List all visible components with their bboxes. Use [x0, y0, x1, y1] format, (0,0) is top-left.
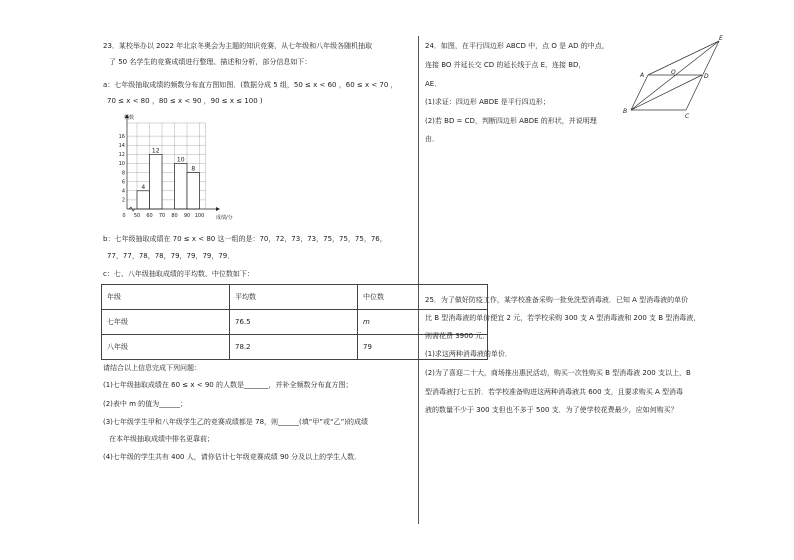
point-label-E: E	[719, 35, 723, 42]
x-axis-arrow	[216, 207, 220, 211]
q24-line3: AE．	[425, 80, 442, 88]
q23-sub3-line1: (3)七年级学生甲和八年级学生乙的竞赛成绩都是 78，则______(填“甲”或“乙”)的成绩	[103, 418, 369, 426]
q24-sub2-line1: (2)若 BD = CD，判断四边形 ABDE 的形状，并说明理	[425, 117, 597, 125]
q23-sub2: (2)表中 m 的值为______；	[103, 400, 188, 408]
x-tick-label: 80	[171, 213, 178, 219]
q23-part-a-line2: 70 ≤ x < 80 ，80 ≤ x < 90 ，90 ≤ x ≤ 100 )	[107, 97, 263, 105]
y-tick-label: 10	[118, 161, 125, 168]
y-tick-label: 6	[121, 179, 125, 186]
y-tick-label: 2	[121, 197, 125, 204]
q23-prompt: 请结合以上信息完成下列问题：	[103, 364, 201, 372]
table-header-cell: 年级	[102, 285, 230, 310]
point-label-D: D	[704, 73, 709, 80]
x-tick-label: 70	[158, 213, 166, 219]
histogram-bar	[175, 163, 188, 209]
segment-AE	[648, 41, 719, 75]
segment-BD	[631, 75, 702, 110]
point-label-C: C	[685, 113, 690, 120]
frequency-histogram	[100, 112, 260, 227]
point-label-O: O	[671, 69, 676, 76]
column-divider	[418, 36, 419, 524]
bar-value-label: 12	[151, 147, 160, 155]
q24-sub1: (1)求证：四边形 ABDE 是平行四边形；	[425, 98, 550, 106]
segment-CE	[686, 41, 719, 110]
q23-part-c: c：七、八年级抽取成绩的平均数、中位数如下：	[103, 270, 254, 278]
x-tick-label: 100	[194, 213, 205, 219]
histogram-bar	[137, 191, 150, 209]
histogram-bar	[187, 173, 200, 209]
parallelogram-figure	[620, 34, 730, 124]
bar-value-label: 10	[176, 156, 185, 164]
q23-sub1: (1)七年级抽取成绩在 60 ≤ x < 90 的人数是_______，并补全频数分布直方图；	[103, 381, 353, 389]
bar-value-label: 4	[141, 183, 146, 191]
q23-part-b-line1: b：七年级抽取成绩在 70 ≤ x < 80 这一组的是：70，72，73，73，75，75，75，76，	[103, 235, 387, 243]
q23-intro-line1: 23．某校举办以 2022 年北京冬奥会为主题的知识竞赛，从七年级和八年级各随机抽取	[103, 42, 373, 50]
q23-sub3-line2: 在本年级抽取成绩中排名更靠前；	[109, 435, 214, 443]
point-label-B: B	[623, 108, 628, 115]
table-header-cell: 平均数	[230, 285, 358, 310]
x-tick-label: 0	[122, 213, 126, 219]
q25-line2: 比 B 型消毒液的单价便宜 2 元，若学校采购 300 支 A 型消毒液和 200 支 B 型消毒液，	[425, 314, 701, 322]
q25-sub1: (1)求这两种消毒液的单价．	[425, 350, 512, 358]
q23-part-a-line1: a：七年级抽取成绩的频数分布直方图如图．(数据分成 5 组，50 ≤ x < 60 ，60 ≤ x < 70 ，	[103, 81, 398, 89]
histogram-bar	[150, 154, 163, 209]
histogram-xlabel: 成绩/分	[216, 215, 233, 221]
q24-sub2-line2: 由．	[425, 135, 439, 143]
segment-AB	[631, 75, 648, 110]
table-cell: 七年级	[102, 310, 230, 335]
table-cell: m	[358, 310, 488, 335]
y-tick-label: 8	[121, 170, 125, 177]
q23-sub4: (4)七年级的学生共有 400 人，请你估计七年级竞赛成绩 90 分及以上的学生人数．	[103, 453, 362, 461]
y-tick-label: 12	[118, 152, 125, 159]
q25-line1: 25．为了做好防疫工作，某学校准备采购一批免洗型消毒液．已知 A 型消毒液的单价	[425, 296, 689, 304]
point-label-A: A	[640, 72, 645, 79]
q25-sub2-line2: 型消毒液打七五折．若学校准备购进这两种消毒液共 600 支，且要求购买 A 型消毒	[425, 388, 684, 396]
q24-line1: 24．如图，在平行四边形 ABCD 中，点 O 是 AD 的中点，	[425, 42, 609, 50]
table-cell: 79	[358, 335, 488, 360]
q25-line3: 则需花费 3900 元．	[425, 332, 490, 340]
y-tick-label: 4	[121, 188, 125, 195]
histogram-ylabel: 频数	[124, 115, 135, 121]
table-cell: 78.2	[230, 335, 358, 360]
table-header-cell: 中位数	[358, 285, 488, 310]
y-tick-label: 14	[118, 143, 125, 150]
y-tick-label: 16	[118, 133, 125, 140]
table-cell: 76.5	[230, 310, 358, 335]
x-tick-label: 90	[183, 213, 191, 219]
q23-intro-line2: 了 50 名学生的竞赛成绩进行整理、描述和分析，部分信息如下：	[109, 58, 312, 66]
x-tick-label: 60	[146, 213, 153, 219]
q25-sub2-line1: (2)为了喜迎二十大，商场推出惠民活动，购买一次性购买 B 型消毒液 200 支以上，B	[425, 369, 691, 377]
x-tick-label: 50	[133, 213, 141, 219]
q24-line2: 连接 BO 并延长交 CD 的延长线于点 E，连接 BD，	[425, 61, 586, 69]
table-cell: 八年级	[102, 335, 230, 360]
q23-part-b-line2: 77，77，78，78，79，79，79，79．	[107, 252, 235, 260]
q25-sub2-line3: 液的数量不少于 300 支但也不多于 500 支．为了使学校花费最少，应如何购买？	[425, 406, 678, 414]
bar-value-label: 8	[191, 165, 196, 173]
